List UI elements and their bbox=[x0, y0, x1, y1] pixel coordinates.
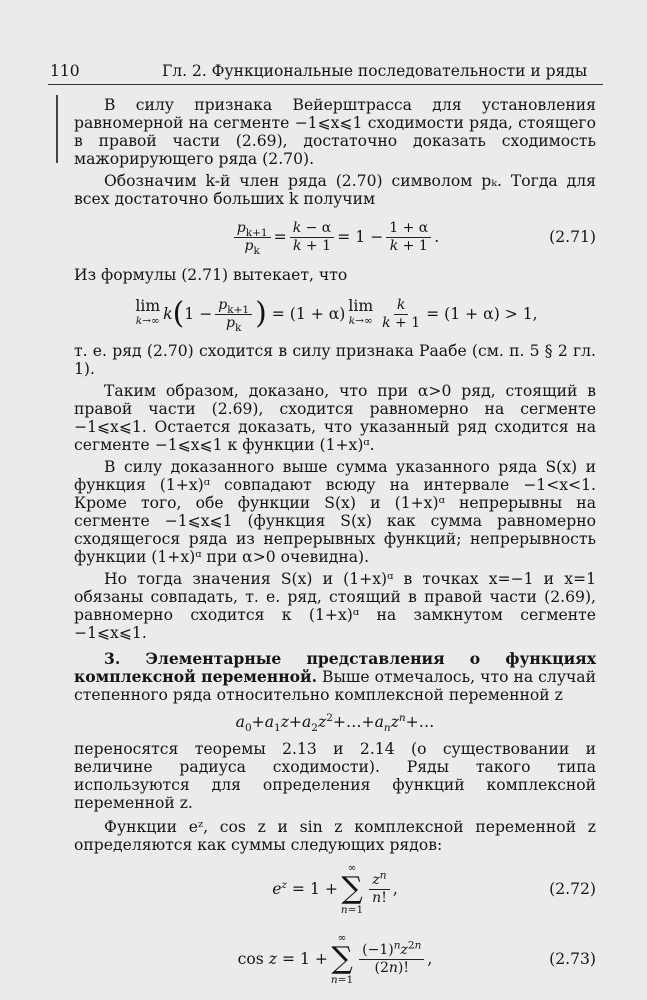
section-text: Выше отмечалось, что на случай степенного ряда относительно комплексной переменной z bbox=[74, 668, 596, 704]
section-heading: 3. Элементарные представления о функциях комплексной переменной. bbox=[74, 649, 596, 686]
margin-bar bbox=[56, 95, 58, 163]
equation-2-73: cos z = 1 + ∞ ∑ n=1 $\frac{(-1)^nz^{2n}}{(2n)!}$ , (2.73) bbox=[237, 932, 596, 986]
equation-power-series: $a_0+a_1z+a_2z^2+\dots+a_nz^n+\dots$ bbox=[235, 711, 435, 735]
running-head: Гл. 2. Функциональные последовательности и ряды bbox=[162, 62, 588, 80]
equation-raabe-limit: lim k→∞ k ( 1 − $\frac{p_{k+1}}{p_k}$ ) = (1 + α) lim k→∞ $\frac{k}{k + 1}$ = (1 + α) > 1, bbox=[135, 296, 538, 334]
paragraph-2: Обозначим k-й член ряда (2.70) символом pₖ. Тогда для всех достаточно больших k получим bbox=[74, 172, 596, 208]
section-paragraph bbox=[74, 650, 596, 704]
paragraph-1: В силу признака Вейерштрасса для установления равномерной на сегменте −1⩽x⩽1 сходимости ряда, стоящего в правой части (2.69), достаточно доказать сходимость мажорирующего ряда (2.70). bbox=[74, 96, 596, 168]
paragraph-9: переносятся теоремы 2.13 и 2.14 (о существовании и величине радиуса сходимости). Ряды такого типа используются для определения функций комплексной переменной z. bbox=[74, 740, 596, 812]
paragraph-7: Но тогда значения S(x) и (1+x)ᵅ в точках x=−1 и x=1 обязаны совпадать, т. е. ряд, стоящий в правой части (2.69), равномерно сходится к (1+x)ᵅ на замкнутом сегменте −1⩽x⩽1. bbox=[74, 570, 596, 642]
paragraph-4: т. е. ряд (2.70) сходится в силу признака Раабе (см. п. 5 § 2 гл. 1). bbox=[74, 342, 596, 378]
paragraph-5: Таким образом, доказано, что при α>0 ряд, стоящий в правой части (2.69), сходится равномерно на сегменте −1⩽x⩽1. Остается доказать, что указанный ряд сходится на сегменте −1⩽x⩽1 к функции (1+x)ᵅ. bbox=[74, 382, 596, 454]
paragraph-6: В силу доказанного выше сумма указанного ряда S(x) и функция (1+x)ᵅ совпадают всюду на интервале −1<x<1. Кроме того, обе функции S(x) и (1+x)ᵅ непрерывны на сегменте −1⩽x⩽1 (функция S(x) как сумма равномерно сходящегося ряда из непрерывных функций; непрерывность функции (1+x)ᵅ при α>0 очевидна). bbox=[74, 458, 596, 566]
header-rule bbox=[48, 84, 603, 85]
paragraph-10: Функции eᶻ, cos z и sin z комплексной переменной z определяются как суммы следующих рядов: bbox=[74, 818, 596, 854]
page-number: 110 bbox=[50, 62, 80, 80]
page-body bbox=[74, 96, 596, 990]
equation-number: (2.71) bbox=[549, 228, 596, 246]
paragraph-3: Из формулы (2.71) вытекает, что bbox=[74, 266, 348, 284]
equation-number: (2.73) bbox=[549, 950, 596, 968]
equation-2-72: $e^z = 1$ + ∞ ∑ n=1 $\frac{z^n}{n!}$ , (2.72) bbox=[272, 862, 596, 916]
equation-2-71: $\frac{p_{k+1}}{p_k}$ = $\frac{k - \alpha}{k + 1}$ = 1 − $\frac{1 + \alpha}{k + 1}$ . (2.71) bbox=[74, 214, 596, 260]
equation-number: (2.72) bbox=[549, 880, 596, 898]
